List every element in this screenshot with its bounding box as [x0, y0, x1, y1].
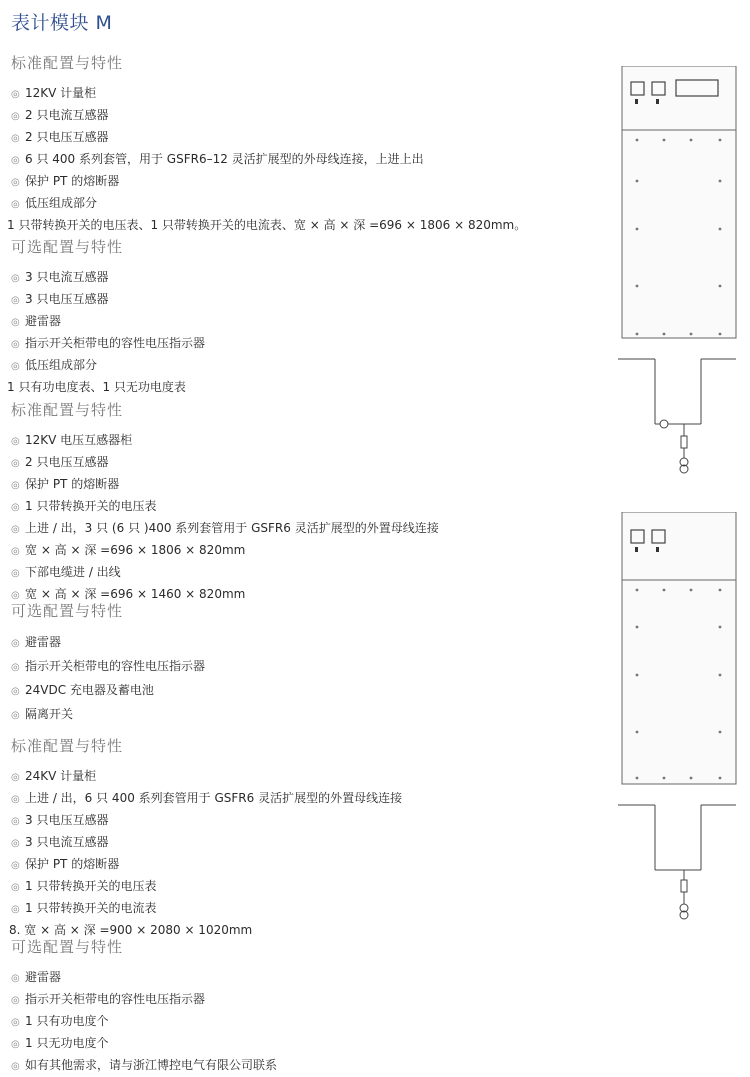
bullet-icon: ◎ [11, 502, 20, 513]
bullet-icon: ◎ [11, 1039, 20, 1050]
section-optional-1 [7, 236, 206, 397]
bullet-icon: ◎ [11, 590, 20, 601]
bullet-icon: ◎ [11, 816, 20, 827]
list-item: ◎ 上进 / 出，6 只 400 系列套管用于 GSFR6 灵活扩展型的外置母线连接 [11, 788, 402, 810]
section-note: 1 只带转换开关的电压表、1 只带转换开关的电流表、宽 × 高 × 深 =696 × 1806 × 820mm。 [7, 218, 527, 232]
bullet-icon: ◎ [11, 295, 20, 306]
bullet-icon: ◎ [11, 1061, 20, 1072]
bullet-icon: ◎ [11, 973, 20, 984]
switch-icon [656, 547, 659, 552]
list-item: ◎ 指示开关柜带电的容性电压指示器 [11, 333, 205, 355]
section-standard-1 [7, 52, 527, 235]
bullet-icon: ◎ [11, 995, 20, 1006]
bullet-icon: ◎ [11, 317, 20, 328]
switch-icon [635, 99, 638, 104]
bullet-icon: ◎ [11, 882, 20, 893]
section-note: 8. 宽 × 高 × 深 =900 × 2080 × 1020mm [9, 923, 253, 937]
list-item: ◎ 保护 PT 的熔断器 [11, 474, 439, 496]
bullet-icon: ◎ [11, 662, 20, 673]
list-item: ◎ 12KV 电压互感器柜 [11, 430, 439, 452]
list-item: ◎ 避雷器 [11, 311, 205, 333]
list-item: ◎ 1 只带转换开关的电压表 [11, 876, 402, 898]
list-item: ◎ 1 只无功电度个 [11, 1033, 277, 1055]
bullet-icon: ◎ [11, 133, 20, 144]
metering-cabinet-figure [618, 66, 742, 486]
list-item: ◎ 3 只电压互感器 [11, 289, 205, 311]
list-item: ◎ 低压组成部分 [11, 355, 205, 377]
list-item: ◎ 6 只 400 系列套管，用于 GSFR6–12 灵活扩展型的外母线连接，上进上出 [11, 149, 526, 171]
switch-icon [635, 547, 638, 552]
section-heading: 标准配置与特性 [11, 54, 124, 72]
section-heading: 标准配置与特性 [11, 401, 124, 419]
list-item: ◎ 24VDC 充电器及蓄电池 [11, 679, 205, 703]
section-heading: 可选配置与特性 [11, 938, 124, 956]
bullet-icon: ◎ [11, 568, 20, 579]
list-item: ◎ 避雷器 [11, 967, 277, 989]
list-item: ◎ 1 只带转换开关的电压表 [11, 496, 439, 518]
bullet-icon: ◎ [11, 794, 20, 805]
list-item: ◎ 保护 PT 的熔断器 [11, 171, 526, 193]
section-optional-2 [11, 600, 205, 727]
bullet-icon: ◎ [11, 199, 20, 210]
pt-cabinet-figure [618, 512, 742, 932]
list-item: ◎ 如有其他需求，请与浙江博控电气有限公司联系 [11, 1055, 277, 1077]
list-item: ◎ 2 只电压互感器 [11, 127, 526, 149]
bullet-icon: ◎ [11, 89, 20, 100]
list-item: ◎ 上进 / 出，3 只 (6 只 )400 系列套管用于 GSFR6 灵活扩展型的外置母线连接 [11, 518, 439, 540]
bullet-icon: ◎ [11, 686, 20, 697]
list-item: ◎ 12KV 计量柜 [11, 83, 526, 105]
section-standard-3 [11, 735, 402, 940]
bullet-icon: ◎ [11, 436, 20, 447]
list-item: ◎ 2 只电流互感器 [11, 105, 526, 127]
single-line-diagram [618, 359, 736, 473]
bullet-icon: ◎ [11, 155, 20, 166]
bullet-icon: ◎ [11, 772, 20, 783]
cabinet-outline [622, 512, 736, 784]
bullet-icon: ◎ [11, 860, 20, 871]
list-item: ◎ 指示开关柜带电的容性电压指示器 [11, 655, 205, 679]
section-heading: 可选配置与特性 [11, 602, 124, 620]
list-item: ◎ 指示开关柜带电的容性电压指示器 [11, 989, 277, 1011]
bullet-icon: ◎ [11, 177, 20, 188]
bullet-icon: ◎ [11, 361, 20, 372]
bullet-icon: ◎ [11, 111, 20, 122]
bullet-icon: ◎ [11, 904, 20, 915]
section-optional-3 [11, 936, 277, 1077]
list-item: ◎ 宽 × 高 × 深 =696 × 1460 × 820mm [11, 584, 439, 606]
list-item: ◎ 低压组成部分 [11, 193, 526, 215]
list-item: ◎ 2 只电压互感器 [11, 452, 439, 474]
list-item: ◎ 避雷器 [11, 631, 205, 655]
section-heading: 标准配置与特性 [11, 737, 124, 755]
cabinet-outline [622, 66, 736, 338]
bullet-icon: ◎ [11, 524, 20, 535]
section-standard-2 [11, 399, 439, 606]
list-item: ◎ 1 只有功电度个 [11, 1011, 277, 1033]
bullet-icon: ◎ [11, 638, 20, 649]
bullet-icon: ◎ [11, 273, 20, 284]
bullet-icon: ◎ [11, 710, 20, 721]
single-line-diagram [618, 805, 736, 919]
list-item: ◎ 3 只电流互感器 [11, 832, 402, 854]
bullet-icon: ◎ [11, 339, 20, 350]
list-item: ◎ 1 只带转换开关的电流表 [11, 898, 402, 920]
bullet-icon: ◎ [11, 1017, 20, 1028]
list-item: ◎ 24KV 计量柜 [11, 766, 402, 788]
bullet-icon: ◎ [11, 546, 20, 557]
section-note: 1 只有功电度表、1 只无功电度表 [7, 380, 186, 394]
section-heading: 可选配置与特性 [11, 238, 124, 256]
list-item: ◎ 保护 PT 的熔断器 [11, 854, 402, 876]
page-title: 表计模块 M [11, 12, 113, 34]
list-item: ◎ 3 只电流互感器 [11, 267, 205, 289]
switch-icon [656, 99, 659, 104]
list-item: ◎ 隔离开关 [11, 703, 205, 727]
bullet-icon: ◎ [11, 458, 20, 469]
list-item: ◎ 下部电缆进 / 出线 [11, 562, 439, 584]
bullet-icon: ◎ [11, 838, 20, 849]
list-item: ◎ 3 只电压互感器 [11, 810, 402, 832]
list-item: ◎ 宽 × 高 × 深 =696 × 1806 × 820mm [11, 540, 439, 562]
bullet-icon: ◎ [11, 480, 20, 491]
